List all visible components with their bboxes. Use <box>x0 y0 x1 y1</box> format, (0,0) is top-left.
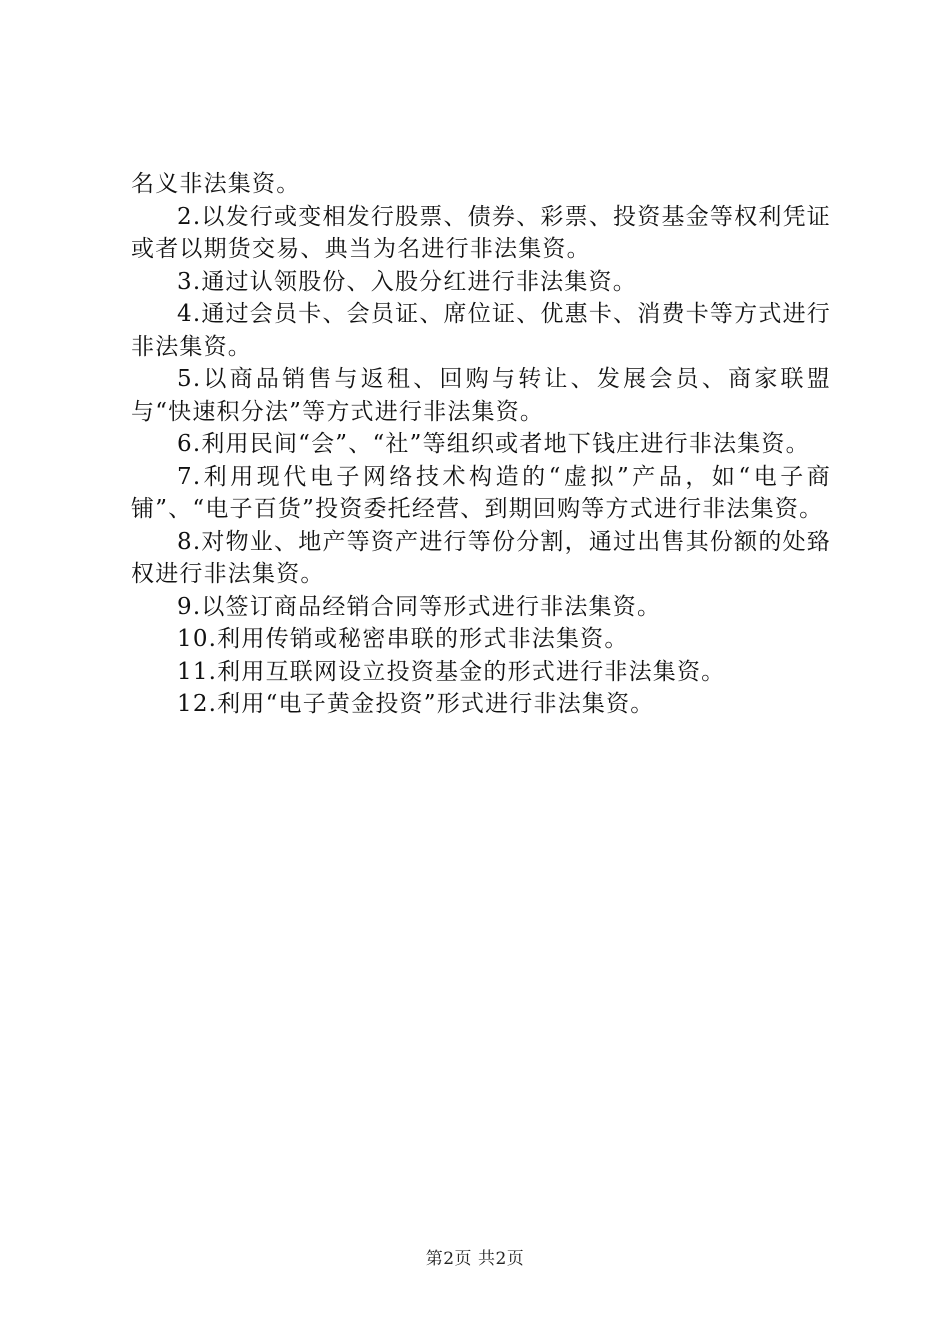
list-item-8: 8.对物业、地产等资产进行等份分割，通过出售其份额的处臵权进行非法集资。 <box>131 528 831 587</box>
list-item-4: 4.通过会员卡、会员证、席位证、优惠卡、消费卡等方式进行非法集资。 <box>131 301 831 360</box>
list-item-5: 5.以商品销售与返租、回购与转让、发展会员、商家联盟与“快速积分法”等方式进行非法集资。 <box>131 366 831 425</box>
list-item-3: 3.通过认领股份、入股分红进行非法集资。 <box>177 268 637 295</box>
list-item-10: 10.利用传销或秘密串联的形式非法集资。 <box>177 626 629 652</box>
list-item-2: 2.以发行或变相发行股票、债券、彩票、投资基金等权利凭证或者以期货交易、典当为名进行非法集资。 <box>131 203 831 262</box>
list-item-7: 7.利用现代电子网络技术构造的“虚拟”产品，如“电子商铺”、“电子百货”投资委托经营、到期回购等方式进行非法集资。 <box>131 463 831 522</box>
list-item-9: 9.以签订商品经销合同等形式进行非法集资。 <box>177 593 662 620</box>
list-item-6: 6.利用民间“会”、“社”等组织或者地下钱庄进行非法集资。 <box>177 431 810 457</box>
list-item-12: 12.利用“电子黄金投资”形式进行非法集资。 <box>177 691 655 717</box>
paragraph-continuation: 名义非法集资。 <box>131 171 301 197</box>
list-item-11: 11.利用互联网设立投资基金的形式进行非法集资。 <box>177 658 726 685</box>
document-body <box>131 168 831 721</box>
page-footer: 第2页 共2页 <box>425 1249 525 1269</box>
